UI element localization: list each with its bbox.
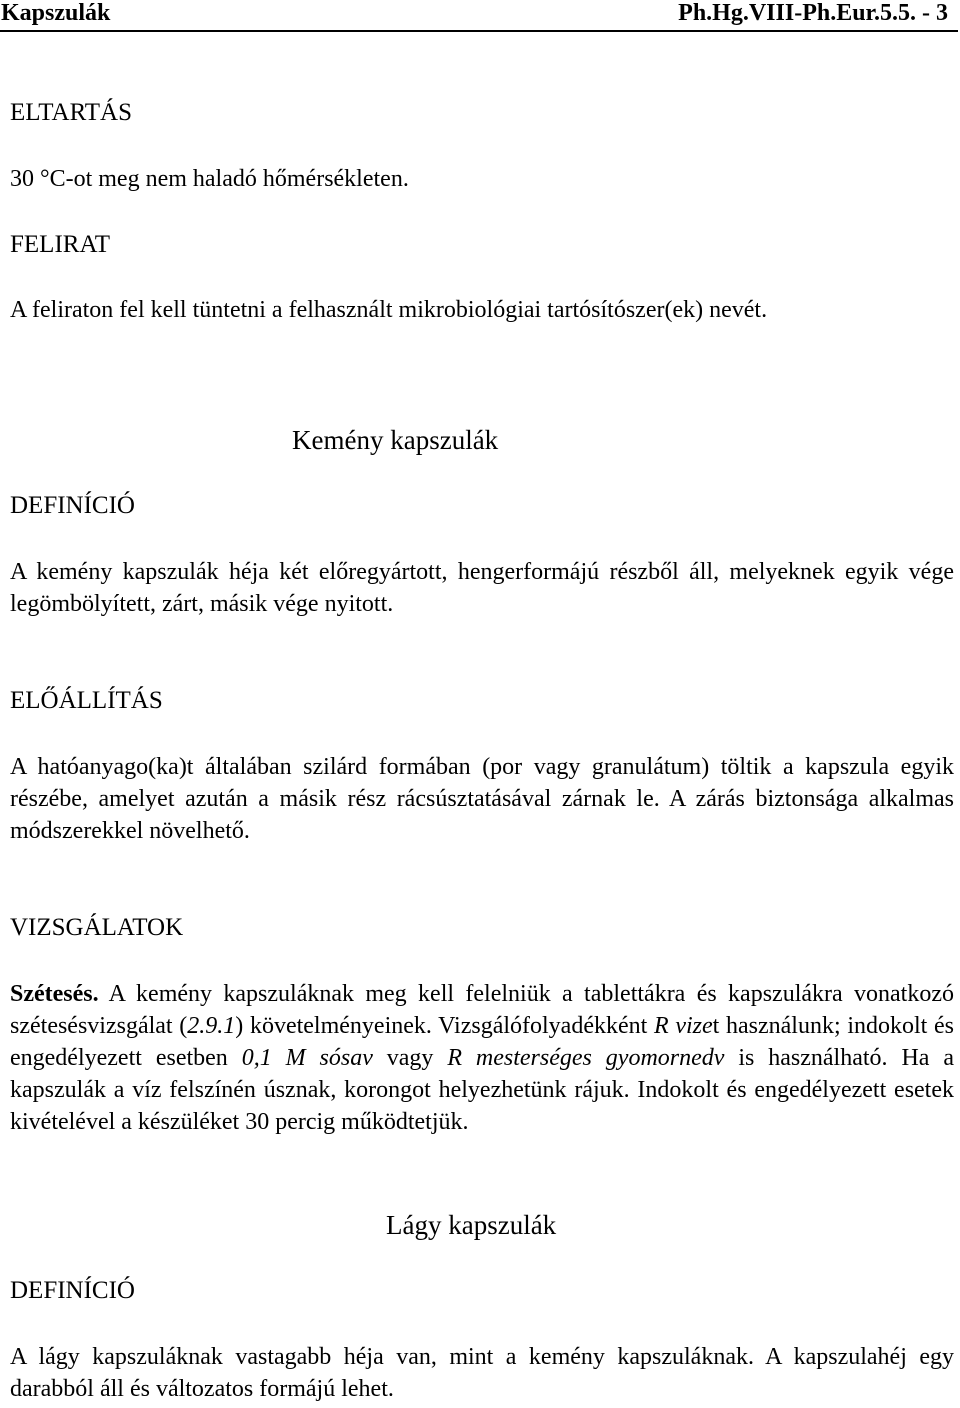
soft-definition-text: A lágy kapszuláknak vastagabb héja van, mint a kemény kapszuláknak. A kapszulahéj egy darabból áll és változatos formájú lehet. bbox=[10, 1344, 954, 1402]
hard-definition-text: A kemény kapszulák héja két előregyártott, hengerformájú részből áll, melyeknek egyik vége legömbölyített, zárt, másik vége nyitott. bbox=[10, 559, 954, 617]
hard-definition-heading: DEFINÍCIÓ bbox=[10, 492, 135, 519]
production-text: A hatóanyago(ka)t általában szilárd formában (por vagy granulátum) töltik a kapszula egyik részébe, amelyet azután a másik rész rácsúsztatásával zárnak le. A zárás biztonsága alkalmas módszerekkel növelhető. bbox=[10, 754, 954, 844]
disintegration-text-1: A kemény kapszuláknak meg kell felelniük a tablettákra és kapszulákra vonatkozó szétesésvizsgálat ( bbox=[10, 981, 954, 1039]
disintegration-paragraph bbox=[10, 978, 954, 1138]
disintegration-text-3: t használunk; indokolt és engedélyezett esetben bbox=[10, 1013, 955, 1071]
production-heading: ELŐÁLLÍTÁS bbox=[10, 687, 163, 714]
reagent-hydrochloric-acid: 0,1 M sósav bbox=[241, 1045, 373, 1071]
disintegration-label: Szétesés. bbox=[10, 981, 99, 1007]
disintegration-text-2: ) követelményeinek. Vizsgálófolyadékként bbox=[235, 1013, 654, 1039]
hard-capsules-title: Kemény kapszulák bbox=[292, 425, 499, 455]
disintegration-text-4: vagy bbox=[372, 1045, 448, 1071]
page-header bbox=[0, 0, 958, 32]
soft-definition-heading: DEFINÍCIÓ bbox=[10, 1277, 135, 1304]
tests-heading: VIZSGÁLATOK bbox=[10, 914, 184, 941]
storage-text: 30 °C-ot meg nem haladó hőmérsékleten. bbox=[10, 166, 409, 192]
header-section-title: Kapszulák bbox=[1, 0, 111, 26]
soft-capsules-title: Lágy kapszulák bbox=[386, 1210, 557, 1240]
header-reference: Ph.Hg.VIII-Ph.Eur.5.5. - 3 bbox=[678, 0, 948, 26]
reagent-water: vize bbox=[668, 1013, 713, 1039]
label-heading: FELIRAT bbox=[10, 231, 110, 258]
label-text: A feliraton fel kell tüntetni a felhasznált mikrobiológiai tartósítószer(ek) nevét. bbox=[10, 297, 768, 323]
method-reference: 2.9.1 bbox=[187, 1013, 236, 1039]
disintegration-text-5: is használható. Ha a kapszulák a víz felszínén úsznak, korongot helyezhetünk rájuk. Indokolt és engedélyezett esetek kivételével a készüléket 30 percig működtetjük. bbox=[10, 1045, 954, 1135]
storage-heading: ELTARTÁS bbox=[10, 99, 132, 126]
reagent-marker-water: R bbox=[653, 1013, 669, 1039]
reagent-gastric-fluid: R mesterséges gyomornedv bbox=[447, 1045, 725, 1071]
